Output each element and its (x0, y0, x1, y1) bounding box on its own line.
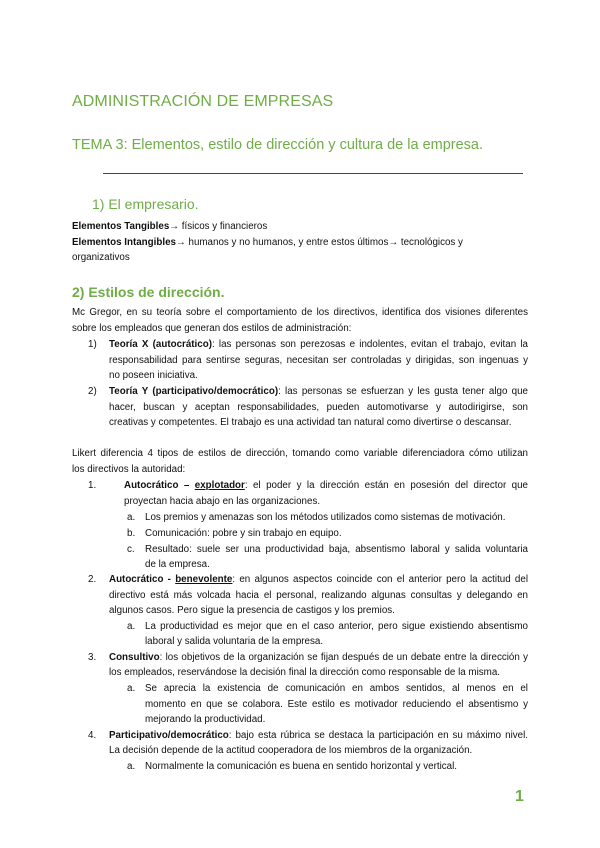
sub-letter: c. (127, 544, 135, 555)
sub-letter: a. (127, 683, 136, 694)
page-number: 1 (515, 788, 524, 805)
style2-label-underlined: benevolente (175, 574, 233, 585)
sub-letter: b. (127, 528, 136, 539)
intangibles-text: → humanos y no humanos, y entre estos últimos→ tecnológicos y (175, 237, 463, 248)
theory-x-line1 (109, 337, 528, 353)
intangibles-label: Elementos Intangibles (72, 237, 176, 248)
sub-letter: a. (127, 761, 136, 772)
style3-label: Consultivo (109, 652, 160, 663)
style3-line1 (109, 650, 528, 666)
style2-text: : en algunos aspectos coincide con el anterior pero la actitud del (232, 574, 529, 585)
sub-letter: a. (127, 621, 136, 632)
style4-label: Participativo/democrático (109, 730, 229, 741)
document-subtitle: TEMA 3: Elementos, estilo de dirección y cultura de la empresa. (72, 137, 484, 153)
theory-x-text: : las personas son perezosas e indolentes, evitan el trabajo, evitan la (211, 339, 528, 350)
style2-line1 (109, 572, 528, 588)
style1-text: : el poder y la dirección están en posesión del director que (244, 480, 528, 491)
theory-y-text: : las personas se esfuerzan y les gusta tener algo que (278, 386, 528, 397)
mcgregor-intro-line2: sobre los empleados que generan dos estilos de administración: (72, 323, 352, 334)
mcgregor-intro-line1: Mc Gregor, en su teoría sobre el comportamiento de los directivos, identifica dos visiones diferentes (72, 307, 528, 318)
style1-label-underlined: explotador (194, 480, 245, 491)
list-number: 1) (88, 339, 97, 350)
intangibles-text-cont: organizativos (72, 252, 130, 263)
list-number: 2. (88, 574, 97, 585)
theory-x-label: Teoría X (autocrático) (109, 339, 212, 350)
likert-intro-line1: Likert diferencia 4 tipos de estilos de dirección, tomando como variable diferenciadora cómo utilizan (72, 448, 528, 459)
style1-sub-b: Comunicación: pobre y sin trabajo en equipo. (145, 528, 342, 539)
tangibles-label: Elementos Tangibles (72, 221, 170, 232)
style2-sub-a-line1: La productividad es mejor que en el caso anterior, pero sigue existiendo absentismo (145, 621, 528, 632)
style4-line2: La decisión depende de la actitud cooperadora de los miembros de la organización. (109, 745, 473, 756)
style1-line2: proyectan hacia abajo en las organizaciones. (124, 496, 321, 507)
section-heading-empresario: 1) El empresario. (92, 196, 199, 212)
theory-x-line3: no poseen iniciativa. (109, 370, 198, 381)
style2-line3: algunos casos. Pero sigue la presencia de castigos y los premios. (109, 605, 395, 616)
section-heading-estilos: 2) Estilos de dirección. (72, 284, 225, 300)
header-rule (103, 173, 523, 174)
sub-letter: a. (127, 512, 136, 523)
style2-label: Autocrático - (109, 574, 176, 585)
style3-line2: los empleados, reservándose la decisión final la dirección como responsable de la misma. (109, 667, 500, 678)
theory-y-line3: creativas y competentes. El trabajo es una actividad tan natural como divertirse o descansar. (109, 417, 512, 428)
style2-sub-a-line2: laboral y salida voluntaria de la empresa. (145, 636, 324, 647)
tangibles-line (72, 219, 267, 235)
style4-text: : bajo esta rúbrica se destaca la participación en su máximo nivel. (228, 730, 528, 741)
intangibles-line (72, 235, 463, 251)
tangibles-text: → físicos y financieros (169, 221, 268, 232)
style1-sub-c-line2: de la empresa. (145, 559, 210, 570)
style1-sub-c-line1: Resultado: suele ser una productividad baja, absentismo laboral y salida voluntaria (145, 544, 528, 555)
list-number: 2) (88, 386, 97, 397)
list-number: 3. (88, 652, 97, 663)
list-number: 1. (88, 480, 97, 491)
likert-intro-line2: los directivos la autoridad: (72, 464, 186, 475)
theory-y-label: Teoría Y (participativo/democrático) (109, 386, 279, 397)
list-number: 4. (88, 730, 97, 741)
style3-sub-a-line2: momento en que se colabora. Este estilo es motivador reduciendo el absentismo y (145, 699, 528, 710)
style4-sub-a: Normalmente la comunicación es buena en sentido horizontal y vertical. (145, 761, 458, 772)
style3-sub-a-line1: Se aprecia la existencia de comunicación en ambos sentidos, al menos en el (145, 683, 528, 694)
style1-label: Autocrático – (124, 480, 195, 491)
style1-line1 (124, 478, 528, 494)
style4-line1 (109, 728, 528, 744)
style3-sub-a-line3: mejorando la productividad. (145, 714, 266, 725)
theory-y-line1 (109, 384, 528, 400)
theory-x-line2: responsabilidad para sentirse seguras, necesitan ser controladas y dirigidas, son ingenuas y (109, 355, 528, 366)
style2-line2: directivo está más volcada hacia el personal, realizando algunas consultas y delegando en (109, 590, 528, 601)
theory-y-line2: hacer, buscan y aceptan responsabilidades, pueden automotivarse y autodirigirse, son (109, 402, 528, 413)
style1-sub-a: Los premios y amenazas son los métodos utilizados como sistemas de motivación. (145, 512, 506, 523)
document-title: ADMINISTRACIÓN DE EMPRESAS (72, 93, 334, 110)
style3-text: : los objetivos de la organización se fijan después de un debate entre la dirección y (159, 652, 528, 663)
